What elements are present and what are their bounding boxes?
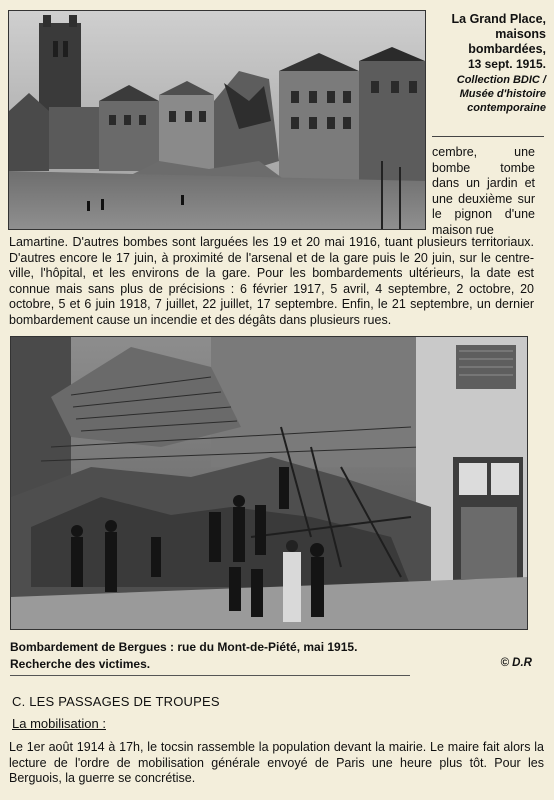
photo1-caption-title: La Grand Place, maisons bombardées, xyxy=(451,12,546,56)
photo1-caption-credit: Collection BDIC / Musée d'histoire contemporaine xyxy=(456,74,546,114)
photo1-caption-date: 13 sept. 1915. xyxy=(467,57,546,71)
mont-de-piete-photo xyxy=(10,336,528,630)
body-text-wrap: cembre, une bombe tombe dans un jardin et une deuxième sur le pignon d'une maison rue xyxy=(432,145,535,237)
mont-de-piete-photo-icon xyxy=(11,337,527,629)
body-text-mobilisation: Le 1er août 1914 à 17h, le tocsin rassemble la population devant la mairie. Le maire fait alors la lecture de l'ordre de mobilisation générale envoyé de Paris une heure plus tôt. Pour les Berguois, la guerre se concrétise. xyxy=(9,740,544,786)
section-subtitle: La mobilisation : xyxy=(12,716,106,731)
caption2-divider xyxy=(10,675,410,676)
photo2-caption xyxy=(10,639,540,673)
grand-place-photo xyxy=(8,10,426,230)
caption-divider xyxy=(432,136,544,137)
photo2-caption-line1: Bombardement de Bergues : rue du Mont-de-Piété, mai 1915. xyxy=(10,640,358,654)
photo1-caption xyxy=(428,12,546,115)
photo2-credit: © D.R xyxy=(500,657,532,669)
grand-place-photo-icon xyxy=(9,11,425,229)
photo2-caption-line2: Recherche des victimes. xyxy=(10,657,151,671)
section-title: C. LES PASSAGES DE TROUPES xyxy=(12,694,220,709)
body-text-bombings: Lamartine. D'autres bombes sont larguées les 19 et 20 mai 1916, tuant plusieurs territoriaux. D'autres encore le 17 juin, à proximité de l'arsenal et de la gare puis le 20 juin, sur le centre-ville, l'hôpital, et les environs de la gare. Pour les bombardements ultérieurs, la date est connue mais sans plus de précisions : 6 février 1917, 5 avril, 4 septembre, 2 octobre, 20 octobre, 5 et 6 juin 1918, 7 juillet, 22 juillet, 17 septembre. Enfin, le 21 septembre, un dernier bombardement cause un incendie et des dégâts dans plusieurs rues. xyxy=(9,235,534,327)
